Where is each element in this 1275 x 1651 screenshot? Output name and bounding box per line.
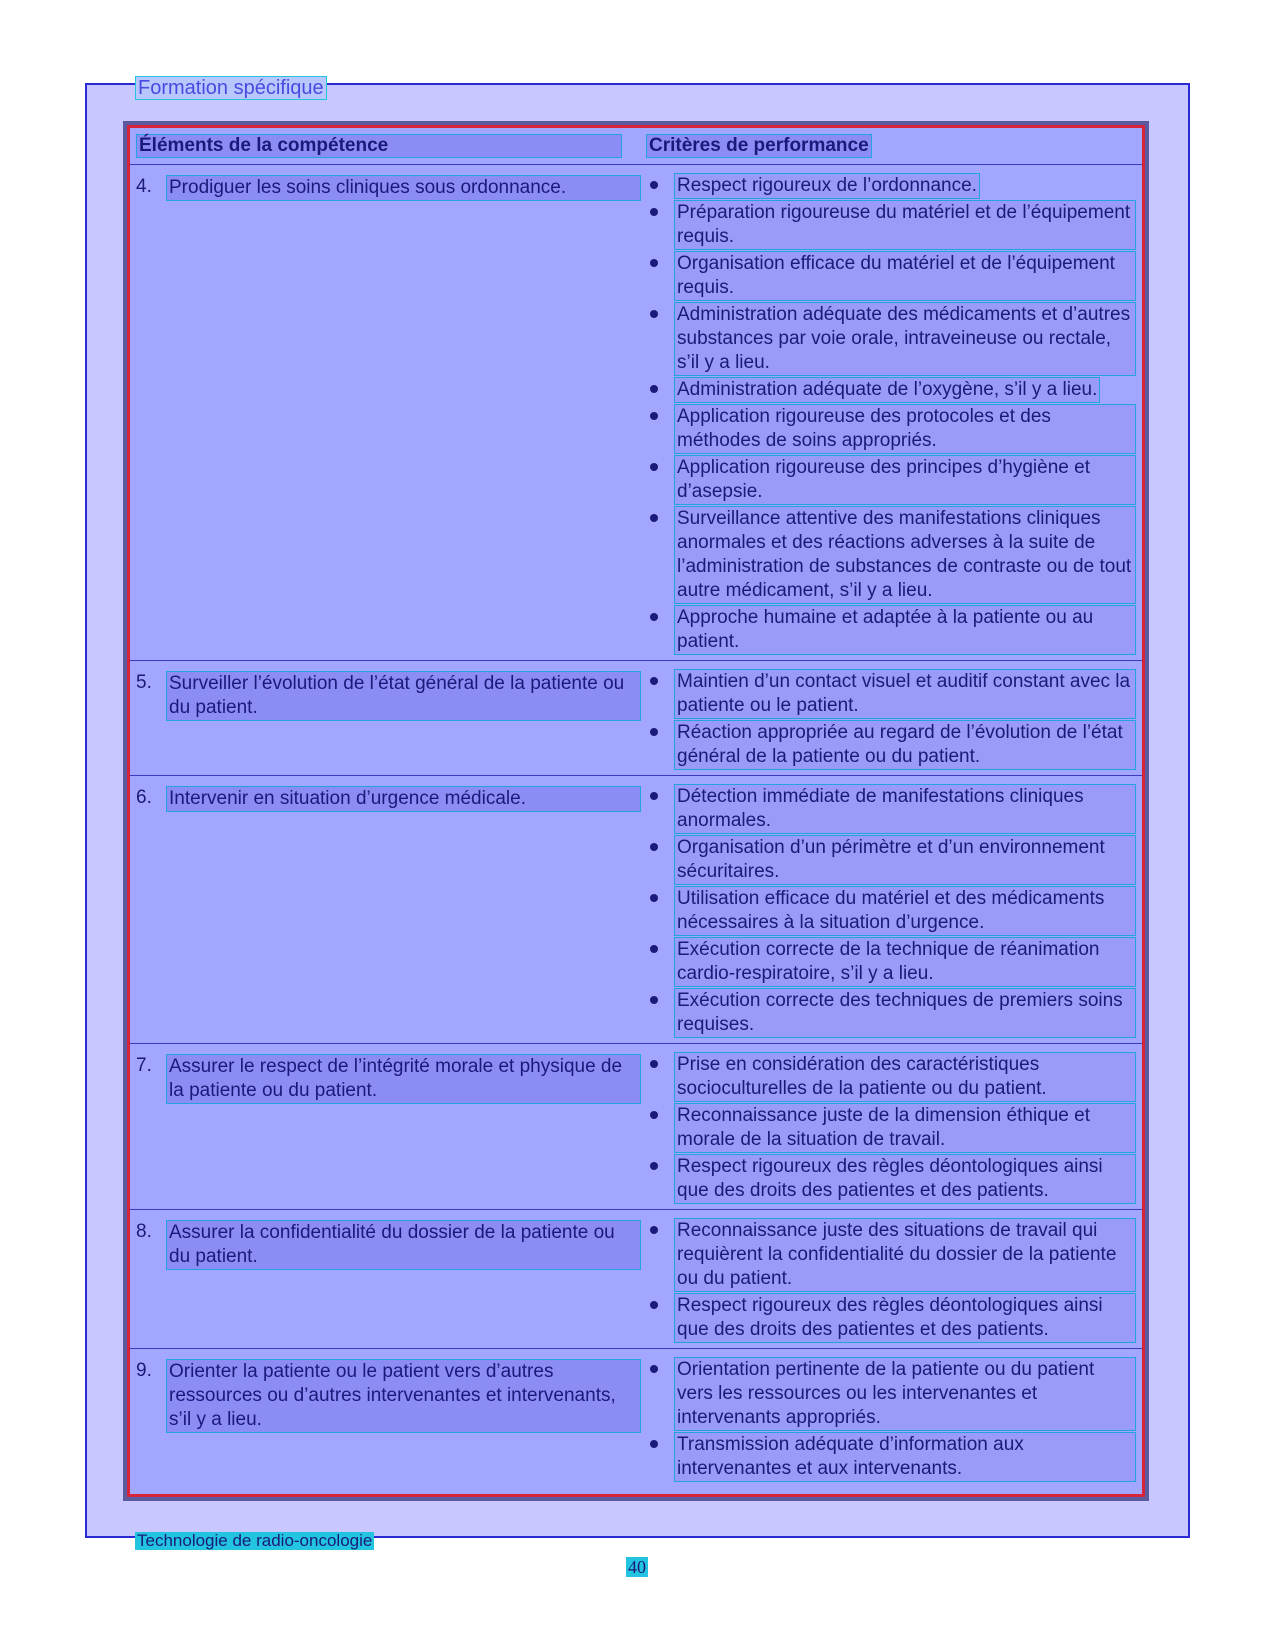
criterion-text: Réaction appropriée au regard de l’évolution de l’état général de la patiente ou du patient. [674,720,1136,770]
criterion-text: Respect rigoureux des règles déontologiques ainsi que des droits des patientes et des patients. [674,1293,1136,1343]
criterion-item [646,1218,1136,1292]
bullet-icon [646,1154,674,1204]
competence-element [136,671,646,721]
bullet-icon [646,720,674,770]
competence-text: Prodiguer les soins cliniques sous ordonnance. [166,175,641,201]
criterion-text: Utilisation efficace du matériel et des médicaments nécessaires à la situation d’urgence. [674,886,1136,936]
criterion-item [646,377,1136,403]
header-criteria: Critères de performance [646,134,872,158]
bullet-icon [646,937,674,987]
criterion-text: Organisation efficace du matériel et de l’équipement requis. [674,251,1136,301]
table-row [130,1044,1142,1210]
criterion-item [646,1052,1136,1102]
bullet-icon [646,669,674,719]
competence-number: 5. [136,672,152,693]
competence-element [136,1054,646,1104]
criterion-item [646,302,1136,376]
criterion-text: Exécution correcte des techniques de premiers soins requises. [674,988,1136,1038]
competence-element [136,1359,646,1433]
competence-text: Orienter la patiente ou le patient vers d’autres ressources ou d’autres intervenantes et intervenants, s’il y a lieu. [166,1359,641,1433]
criterion-item [646,200,1136,250]
criterion-item [646,455,1136,505]
bullet-icon [646,455,674,505]
competence-text: Surveiller l’évolution de l’état général de la patiente ou du patient. [166,671,641,721]
criterion-item [646,835,1136,885]
criterion-text: Respect rigoureux des règles déontologiques ainsi que des droits des patientes et des patients. [674,1154,1136,1204]
bullet-icon [646,988,674,1038]
section-title: Formation spécifique [135,76,327,100]
criterion-item [646,886,1136,936]
criterion-item [646,1293,1136,1343]
competence-number: 9. [136,1360,152,1381]
competence-number: 8. [136,1221,152,1242]
bullet-icon [646,1218,674,1292]
criterion-text: Prise en considération des caractéristiques socioculturelles de la patiente ou du patient. [674,1052,1136,1102]
bullet-icon [646,251,674,301]
criterion-item [646,506,1136,604]
bullet-icon [646,1432,674,1482]
criterion-text: Reconnaissance juste des situations de travail qui requièrent la confidentialité du dossier de la patiente ou du patient. [674,1218,1136,1292]
criterion-text: Administration adéquate de l’oxygène, s’il y a lieu. [674,377,1100,403]
criterion-item [646,1432,1136,1482]
criterion-item [646,404,1136,454]
competence-table [127,125,1145,1497]
bullet-icon [646,1052,674,1102]
criterion-text: Préparation rigoureuse du matériel et de l’équipement requis. [674,200,1136,250]
competence-text: Assurer le respect de l’intégrité morale et physique de la patiente ou du patient. [166,1054,641,1104]
bullet-icon [646,1293,674,1343]
competence-text: Assurer la confidentialité du dossier de la patiente ou du patient. [166,1220,641,1270]
criterion-text: Maintien d’un contact visuel et auditif constant avec la patiente ou le patient. [674,669,1136,719]
criterion-item [646,1103,1136,1153]
bullet-icon [646,1357,674,1431]
table-row [130,1349,1142,1487]
competence-element [136,1220,646,1270]
bullet-icon [646,404,674,454]
competence-number: 4. [136,176,152,197]
criterion-item [646,937,1136,987]
competence-element [136,786,646,812]
bullet-icon [646,506,674,604]
table-row [130,776,1142,1044]
bullet-icon [646,173,674,199]
criterion-item [646,251,1136,301]
criterion-text: Administration adéquate des médicaments et d’autres substances par voie orale, intraveineuse ou rectale, s’il y a lieu. [674,302,1136,376]
criteria-list [646,661,1136,775]
bullet-icon [646,835,674,885]
criterion-text: Orientation pertinente de la patiente ou du patient vers les ressources ou les intervenantes et intervenants appropriés. [674,1357,1136,1431]
competence-element [136,175,646,201]
criterion-text: Respect rigoureux de l’ordonnance. [674,173,980,199]
competence-number: 7. [136,1055,152,1076]
bullet-icon [646,886,674,936]
criterion-item [646,173,1136,199]
criterion-text: Application rigoureuse des principes d’hygiène et d’asepsie. [674,455,1136,505]
criteria-list [646,1210,1136,1348]
bullet-icon [646,377,674,403]
criterion-item [646,988,1136,1038]
bullet-icon [646,200,674,250]
page-number: 40 [628,1557,646,1577]
bullet-icon [646,784,674,834]
criteria-list [646,776,1136,1043]
criterion-item [646,1357,1136,1431]
criteria-list [646,1349,1136,1487]
table-row [130,661,1142,776]
bullet-icon [646,1103,674,1153]
table-header-row [130,128,1142,165]
criterion-item [646,1154,1136,1204]
criterion-item [646,669,1136,719]
criteria-list [646,165,1136,660]
competence-text: Intervenir en situation d’urgence médicale. [166,786,641,812]
criterion-text: Transmission adéquate d’information aux intervenantes et aux intervenants. [674,1432,1136,1482]
criteria-list [646,1044,1136,1209]
competence-number: 6. [136,787,152,808]
criterion-text: Application rigoureuse des protocoles et des méthodes de soins appropriés. [674,404,1136,454]
criterion-text: Exécution correcte de la technique de réanimation cardio-respiratoire, s’il y a lieu. [674,937,1136,987]
criterion-text: Surveillance attentive des manifestations cliniques anormales et des réactions adverses à la suite de l’administration de substances de contraste ou de tout autre médicament, s’il y a lieu. [674,506,1136,604]
table-row [130,165,1142,661]
table-row [130,1210,1142,1349]
competence-table-wrapper [123,121,1149,1501]
bullet-icon [646,605,674,655]
criterion-item [646,784,1136,834]
criterion-item [646,605,1136,655]
criterion-item [646,720,1136,770]
criterion-text: Approche humaine et adaptée à la patiente ou au patient. [674,605,1136,655]
criterion-text: Détection immédiate de manifestations cliniques anormales. [674,784,1136,834]
criterion-text: Organisation d’un périmètre et d’un environnement sécuritaires. [674,835,1136,885]
bullet-icon [646,302,674,376]
criterion-text: Reconnaissance juste de la dimension éthique et morale de la situation de travail. [674,1103,1136,1153]
footer-program: Technologie de radio-oncologie [137,1531,373,1550]
header-elements: Éléments de la compétence [136,134,622,158]
